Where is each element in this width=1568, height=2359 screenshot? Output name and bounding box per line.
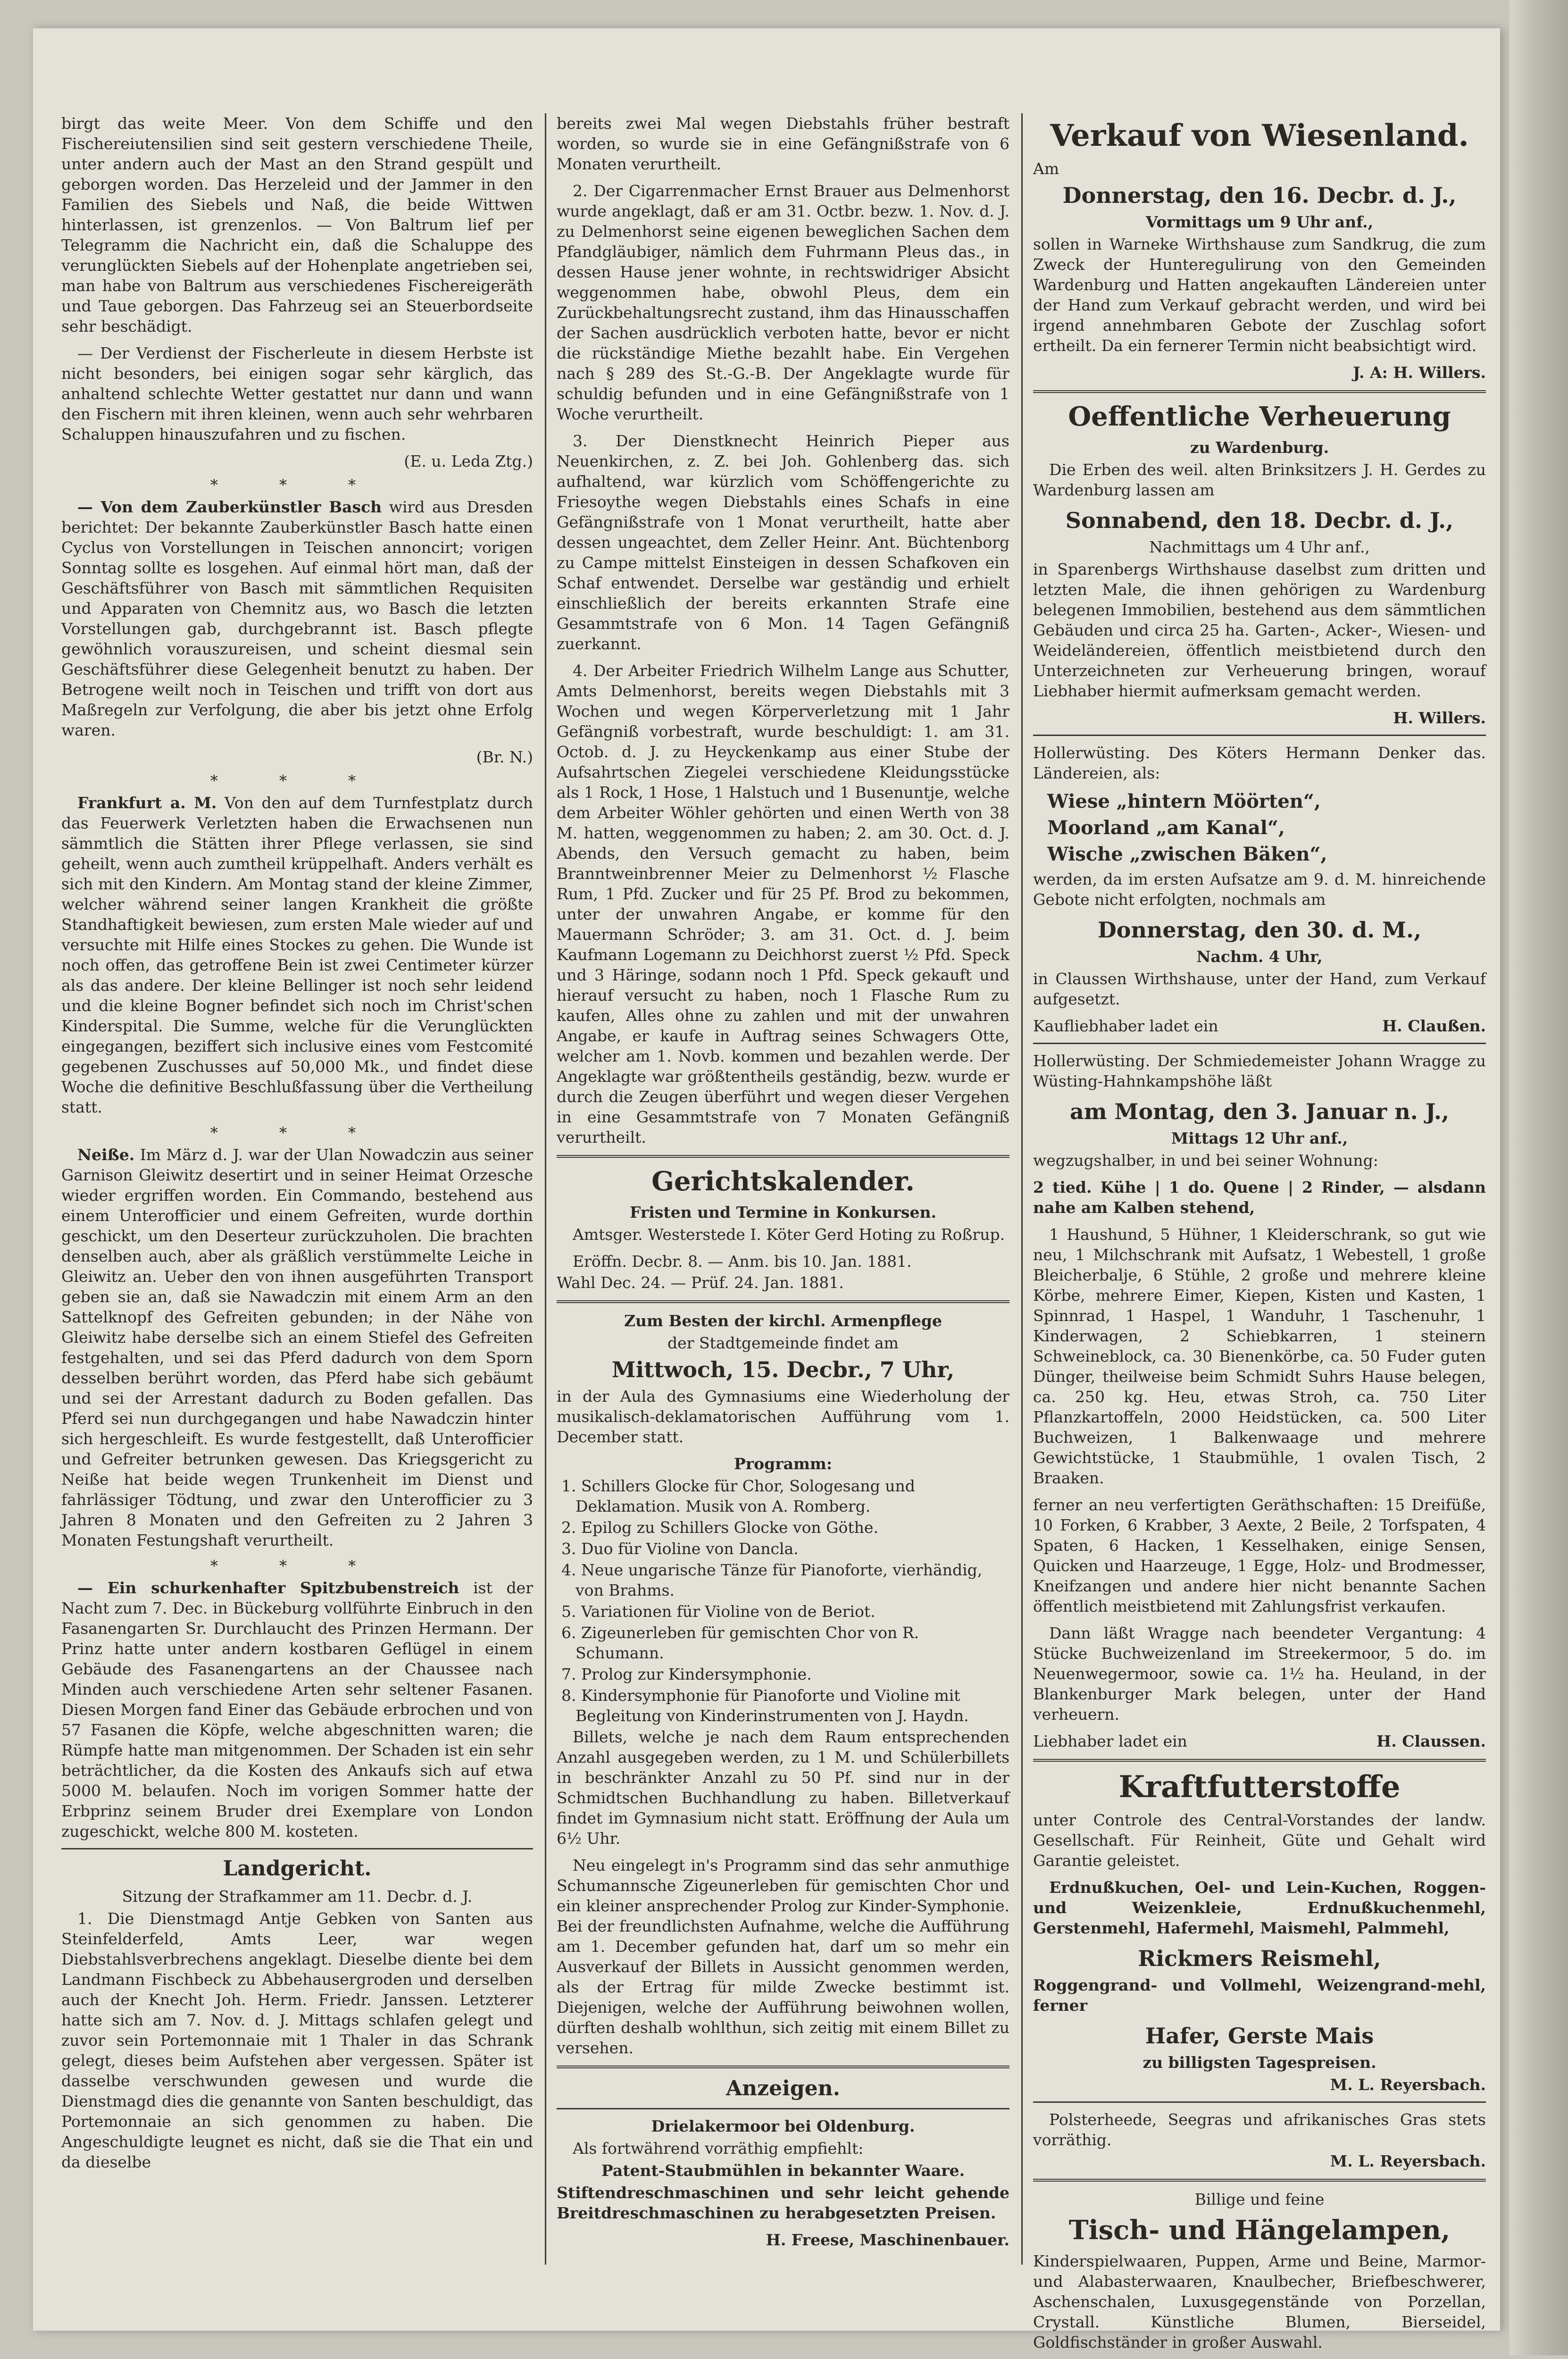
ad-text: ferner an neu verfertigten Geräthschaften: 15 Dreifüße, 10 Forken, 6 Krabber, 3 Aexte, 2 Beile, 2 Torfspaten, 4 Spaten, 6 Hacken, 1 Kesselhaken, einige Sensen, Quicken und Haarzeuge, 1 Egge, Holz- und Brodmesser, Kneifzangen und andere hier nicht benannte Sachen öffentlich meistbietend mit Zahlungsfrist verkaufen. [1033, 1496, 1486, 1615]
divider [1033, 1043, 1486, 1044]
ad-text: Roggengrand- und Vollmehl, Weizengrand-mehl, ferner [1033, 1976, 1486, 2015]
separator-stars: * * * [210, 1557, 384, 1575]
article-text: Im März d. J. war der Ulan Nowadczin aus seiner Garnison Gleiwitz desertirt und in seiner Heimat Orzesche wieder ergriffen worden. Ein Commando, bestehend aus einem Unterofficier und einem Gefreiten, wurde dorthin geschickt, um den Deserteur zurückzuholen. Die brachten denselben auch, aber als gräßlich verstümmelte Leiche in Gleiwitz an. Ueber den von ihnen ausgeführten Transport geben sie an, daß sie Nawadczin mit einem Arm an den Sattelknopf des Gefreiten gebunden; in der Nähe von Gleiwitz habe derselbe sich an einem Stiefel des Gefreiten festgehalten, und sei das Pferd dadurch von dem Sporn desselben berührt worden, das Pferd habe sich gebäumt und sei der Arrestant dadurch zu Boden gefallen. Das Pferd sei nun durchgegangen und habe Nawadczin hinter sich hergeschleift. Es wurde festgestellt, daß Unterofficier und Gefreiter betrunken gewesen. Das Kriegsgericht zu Neiße hat beide wegen Trunkenheit im Dienst und fahrlässiger Tödtung, und zwar den Unterofficier zu 3 Jahren 8 Monaten und den Gefreiten zu 2 Jahren 3 Monaten Festungshaft verurtheilt. [61, 1146, 533, 1549]
land-item: Moorland „am Kanal“, [1047, 817, 1285, 839]
ad-text: Hollerwüsting. Des Köters Hermann Denker das. Ländereien, als: [1033, 744, 1486, 782]
section-title: Anzeigen. [726, 2076, 840, 2100]
event-time: Nachm. 4 Uhr, [1196, 947, 1323, 966]
ad-signature: H. Willers. [1393, 709, 1486, 727]
program-item: 4. Neue ungarische Tänze für Pianoforte, vierhändig, von Brahms. [561, 1561, 983, 1599]
ad-text: Am [1033, 159, 1059, 178]
event-time: Nachmittags um 4 Uhr anf., [1149, 538, 1370, 556]
section-title: Gerichtskalender. [651, 1166, 915, 1197]
ad-text: Kaufliebhaber ladet ein [1033, 1017, 1218, 1035]
ad-signature-row [1033, 1016, 1486, 1036]
divider [557, 2108, 1009, 2109]
ad-signature-row [1033, 1731, 1486, 1751]
ad-heading: Zum Besten der kirchl. Armenpflege [624, 1312, 942, 1330]
divider [1033, 735, 1486, 736]
ad-text: Kinderspielwaaren, Puppen, Arme und Beine, Marmor- und Alabasterwaaren, Knaulbecher, Briefbeschwerer, Aschenschalen, Luxusgegenstände von Porzellan, Crystall. Künstliche Blumen, Bierseidel, Goldfischständer in großer Auswahl. [1033, 2252, 1486, 2351]
article-text: birgt das weite Meer. Von dem Schiffe und den Fischereiutensilien sind seit gestern verschiedene Theile, unter andern auch der Mast an den Strand gespült und geborgen worden. Das Herzeleid und der Jammer in den Familien des Siebels und Naß, die beide Wittwen hinterlassen, ist grenzenlos. — Von Baltrum lief per Telegramm die Nachricht ein, daß die Schaluppe des verunglückten Siebels auf der Hohenplate angetrieben sei, man habe von Baltrum aus verschiedenes Fischereigeräth und Taue geborgen. Das Fahrzeug sei an Steuerbordseite sehr beschädigt. [61, 114, 533, 335]
program-item: 7. Prolog zur Kindersymphonie. [561, 1665, 812, 1683]
ad-text: 1 Haushund, 5 Hühner, 1 Kleiderschrank, so gut wie neu, 1 Milchschrank mit Aufsatz, 1 Webestell, 1 große Bleicherbalje, 6 Stühle, 2 große und mehrere kleine Körbe, mehrere Eimer, Kiepen, Kisten und Kasten, 1 Spinnrad, 1 Haspel, 1 Wanduhr, 1 Taschenuhr, 1 Kinderwagen, 2 Schiebkarren, 1 steinern Schweineblock, ca. 30 Bienenkörbe, ca. 50 Fuder guten Dünger, theilweise beim Schmidt Suhrs Hause belegen, ca. 250 kg. Heu, etwas Stroh, ca. 750 Liter Pflanzkartoffeln, 2000 Heidstücken, ca. 500 Liter Buchweizen, 1 Balkenwaage und mehrere Gewichtstücke, 1 Staubmühle, 1 ovalen Tisch, 2 Braaken. [1033, 1225, 1486, 1487]
program-item: 5. Variationen für Violine von de Beriot. [561, 1602, 876, 1621]
program-item: 1. Schillers Glocke für Chor, Sologesang und Deklamation. Musik von A. Romberg. [561, 1477, 915, 1515]
divider [61, 1848, 533, 1849]
ad-text: 2 tied. Kühe | 1 do. Quene | 2 Rinder, — alsdann nahe am Kalben stehend, [1033, 1178, 1486, 1217]
event-date: Donnerstag, den 16. Decbr. d. J., [1062, 183, 1457, 208]
column-middle [557, 113, 1009, 2265]
section-subtitle: Sitzung der Strafkammer am 11. Decbr. d. J. [122, 1887, 473, 1906]
separator-stars: * * * [210, 772, 384, 790]
event-date: Mittwoch, 15. Decbr., 7 Uhr, [611, 1357, 955, 1382]
column-left [61, 113, 533, 2265]
notice-text: Amtsger. Westerstede I. Köter Gerd Hoting zu Roßrup. [573, 1225, 1005, 1244]
program-item: 2. Epilog zu Schillers Glocke von Göthe. [561, 1518, 878, 1537]
ad-signature: M. L. Reyersbach. [1330, 2075, 1486, 2094]
section-title: Landgericht. [223, 1857, 372, 1881]
ad-text: sollen in Warneke Wirthshause zum Sandkrug, die zum Zweck der Hunteregulirung von den Gemeinden Wardenburg und Hatten angekauften Ländereien unter der Hand zum Verkauf gebracht werden, und wird bei irgend annehmbaren Gebote der Zuschlag sofort ertheilt. Da ein fernerer Termin nicht beabsichtigt wird. [1033, 235, 1486, 355]
article-text: Von den auf dem Turnfestplatz durch das Feuerwerk Verletzten haben die Erwachsenen nun sämmtlich die Stätten ihrer Pflege verlassen, sie sind geheilt, wenn auch zumtheil krüppelhaft. Anders verhält es sich mit den Kindern. Am Montag stand der kleine Zimmer, welcher während seiner langen Krankheit die größte Standhaftigkeit bewiesen, zum ersten Male wieder auf und versuchte mit Hilfe eines Stockes zu gehen. Die Wunde ist noch offen, das getroffene Bein ist zwei Centimeter kürzer als das andere. Der kleine Bellinger ist noch sehr leidend und die kleine Bogner befindet sich noch im Christ'schen Kinderspital. Die Summe, welche für die Verunglückten eingegangen, beziffert sich inclusive eines vom Festcomité gegebenen Zuschusses auf 50,000 Mk., und findet diese Woche die definitive Beschlußfassung über die Vertheilung statt. [61, 794, 533, 1116]
product-name: Rickmers Reismehl, [1138, 1946, 1381, 1971]
program-item: 8. Kindersymphonie für Pianoforte und Violine mit Begleitung von Kinderinstrumenten von J. Haydn. [561, 1686, 969, 1725]
article-text: 2. Der Cigarrenmacher Ernst Brauer aus Delmenhorst wurde angeklagt, daß er am 31. Octbr. bezw. 1. Nov. d. J. zu Delmenhorst seine eigenen beweglichen Sachen dem Pfandgläubiger, nämlich dem Fuhrmann Pleus das., in dessen Hause jener wohnte, in rechtswidriger Absicht weggenommen habe, obwohl Pleus, dem ein Zurückbehaltungsrecht zustand, ihm das Hinausschaffen der Sachen ausdrücklich verboten hatte, bevor er nicht die rückständige Miethe bezahlt habe. Ein Vergehen nach § 289 des St.-G.-B. Der Angeklagte wurde für schuldig befunden und in eine Gefängnißstrafe von 1 Woche verurtheilt. [557, 182, 1009, 423]
section-subtitle: Fristen und Termine in Konkursen. [630, 1203, 936, 1221]
ad-text: zu billigsten Tagespreisen. [1143, 2053, 1376, 2072]
column-right [1033, 113, 1486, 2351]
event-time: Vormittags um 9 Uhr anf., [1145, 213, 1374, 231]
ad-text: in der Aula des Gymnasiums eine Wiederholung der musikalisch-deklamatorischen Aufführung vom 1. December statt. [557, 1387, 1009, 1446]
article-text: 3. Der Dienstknecht Heinrich Pieper aus Neuenkirchen, z. Z. bei Joh. Gohlenberg das. sich aufhaltend, war kürzlich vom Schöffengerichte zu Friesoythe wegen Diebstahls eines Schafs in eine Gefängnißstrafe von 1 Monat verurtheilt, hatte aber dessen ungeachtet, dem Zeller Heinr. Ant. Büchtenborg zu Campe mittelst Einsteigen in dessen Schafkoven ein Schaf entwendet. Derselbe war geständig und erhielt einschließlich der bereits erkannten Strafe eine Gesammtstrafe von 6 Mon. 14 Tagen Gefängniß zuerkannt. [557, 432, 1009, 653]
ad-heading: Drielakermoor bei Oldenburg. [651, 2117, 915, 2135]
ad-title: Kraftfutterstoffe [1118, 1769, 1401, 1805]
ad-signature: H. Freese, Maschinenbauer. [766, 2231, 1009, 2249]
divider [1033, 390, 1486, 393]
divider [557, 2066, 1009, 2068]
article-heading: — Ein schurkenhafter Spitzbubenstreich [77, 1579, 459, 1597]
divider [1033, 2101, 1486, 2103]
separator-stars: * * * [210, 1124, 384, 1142]
source-citation: (Br. N.) [476, 748, 533, 766]
program-heading: Programm: [734, 1455, 833, 1473]
event-date: Sonnabend, den 18. Decbr. d. J., [1065, 508, 1454, 533]
ad-text: Die Erben des weil. alten Brinksitzers J. H. Gerdes zu Wardenburg lassen am [1033, 460, 1486, 499]
column-rule [545, 113, 546, 2265]
ad-text: werden, da im ersten Aufsatze am 9. d. M. hinreichende Gebote nicht erfolgten, nochmals am [1033, 870, 1486, 909]
ad-title: Oeffentliche Verheuerung [1068, 401, 1451, 432]
article-text: ist der Nacht zum 7. Dec. in Bückeburg vollführte Einbruch in den Fasanengarten Sr. Durchlaucht des Prinzen Hermann. Der Prinz hatte unter andern kostbaren Geflügel in einem Gebäude des Fasanengartens an der Chaussee nach Minden auch verschiedene Arten sehr seltener Fasanen. Diesen Morgen fand Einer das Gebäude erbrochen und von 57 Fasanen die Köpfe, welche abgeschnitten waren; die Rümpfe hatte man mitgenommen. Der Schaden ist ein sehr beträchtlicher, da die Kosten des Ankaufs sich auf etwa 5000 M. belaufen. Noch im vorigen Sommer hatte der Erbprinz seinem Bruder drei Exemplare von London zugeschickt, welche 800 M. kosteten. [61, 1579, 533, 1840]
ad-text: Polsterheede, Seegras und afrikanisches Gras stets vorräthig. [1033, 2110, 1486, 2149]
event-time: Mittags 12 Uhr anf., [1171, 1129, 1348, 1147]
event-date: Donnerstag, den 30. d. M., [1097, 917, 1422, 943]
ad-title: Verkauf von Wiesenland. [1050, 118, 1469, 153]
ad-text: wegzugshalber, in und bei seiner Wohnung: [1033, 1151, 1378, 1170]
divider [557, 1155, 1009, 1158]
separator-stars: * * * [210, 476, 384, 494]
column-rule [1021, 113, 1023, 2265]
article-heading: — Von dem Zauberkünstler Basch [77, 498, 382, 516]
product-name: Hafer, Gerste Mais [1145, 2023, 1374, 2049]
notice-text: Wahl Dec. 24. — Prüf. 24. Jan. 1881. [557, 1273, 844, 1292]
ad-text: Stiftendreschmaschinen und sehr leicht gehende Breitdreschmaschinen zu herabgesetzten Preisen. [557, 2183, 1009, 2222]
article-heading: Neiße. [77, 1146, 135, 1164]
newspaper-page [33, 28, 1500, 2351]
notice-text: Eröffn. Decbr. 8. — Anm. bis 10. Jan. 1881. [573, 1252, 912, 1271]
program-list [557, 1476, 1009, 1726]
article-heading: Frankfurt a. M. [77, 794, 217, 812]
divider [1033, 1759, 1486, 1762]
article-text: wird aus Dresden berichtet: Der bekannte Zauberkünstler Basch hatte einen Cyclus von Vorstellungen in Teischen annoncirt; vorigen Sonntag sollte es losgehen. Auf einmal hört man, daß der Geschäftsführer von Basch mit sämmtlichen Requisiten und Apparaten von Chemnitz aus, wo Basch die letzten Vorstellungen gab, durchgebrannt ist. Basch pflegte gewöhnlich vorauszureisen, und scheint diesmal sein Geschäftsführer diese Gelegenheit benutzt zu haben. Der Betrogene weilt noch in Teischen und trifft von dort aus Maßregeln zur Verfolgung, die aber bis jetzt ohne Erfolg waren. [61, 498, 533, 739]
land-item: Wische „zwischen Bäken“, [1047, 843, 1327, 865]
ad-subtitle: zu Wardenburg. [1190, 438, 1329, 457]
ad-text: Dann läßt Wragge nach beendeter Vergantung: 4 Stücke Buchweizenland im Streekermoor, 5 do. im Neuenwegermoor, sowie ca. 1½ ha. Heuland, in der Blankenburger Mark belegen, unter der Hand verheuern. [1033, 1624, 1486, 1723]
ad-text: in Claussen Wirthshause, unter der Hand, zum Verkauf aufgesetzt. [1033, 970, 1486, 1008]
ad-signature: M. L. Reyersbach. [1330, 2152, 1486, 2170]
ad-text: Erdnußkuchen, Oel- und Lein-Kuchen, Roggen- und Weizenkleie, Erdnußkuchenmehl, Gerstenmehl, Hafermehl, Maismehl, Palmmehl, [1033, 1878, 1486, 1937]
ad-text: Als fortwährend vorräthig empfiehlt: [573, 2139, 864, 2158]
ad-signature: J. A: H. Willers. [1353, 363, 1486, 382]
ad-text: der Stadtgemeinde findet am [667, 1334, 899, 1352]
land-item: Wiese „hintern Möörten“, [1047, 790, 1321, 812]
article-text: 4. Der Arbeiter Friedrich Wilhelm Lange aus Schutter, Amts Delmenhorst, bereits wegen Diebstahls mit 3 Wochen und wegen Körperverletzung mit 1 Jahr Gefängniß vorbestraft, wurde beschuldigt: 1. am 31. Octob. d. J. zu Heyckenkamp aus einer Stube der Aufsahrtschen Ziegelei verschiedene Kleidungsstücke als 1 Rock, 1 Hose, 1 Halstuch und 1 Busenuntje, welche dem Arbeiter Wöhler gehörten und einen Werth von 38 M. hatten, weggenommen zu haben; 2. am 30. Oct. d. J. Abends, den Versuch gemacht zu haben, beim Branntweinbrenner Meier zu Delmenhorst ½ Flasche Rum, 1 Pfd. Zucker und für 25 Pf. Brod zu bekommen, unter der unwahren Angabe, er komme für den Mauermann Schröder; 3. am 31. Oct. d. J. beim Kaufmann Logemann zu Deichhorst zuerst ½ Pfd. Speck und 3 Häringe, sodann noch 1 Pfd. Speck gekauft und hierauf versucht zu haben, noch 1 Flasche Rum zu kaufen, Alles ohne zu zahlen und mit der unwahren Angabe, er kaufe in Auftrag seines Schwagers Otte, welcher am 1. Novb. kommen und bezahlen werde. Der Angeklagte war größtentheils geständig, bezw. wurde er durch die Zeugen überführt und wegen dieser Vergehen in eine Gesammtstrafe von 7 Monaten Gefängniß verurtheilt. [557, 661, 1009, 1146]
program-item: 6. Zigeunerleben für gemischten Chor von R. Schumann. [561, 1623, 919, 1662]
ad-text: Billets, welche je nach dem Raum entsprechenden Anzahl ausgegeben werden, zu 1 M. und Schülerbillets in beschränkter Anzahl zu 50 Pf. sind nur in der Schmidtschen Buchhandlung zu haben. Billetverkauf findet im Gymnasium nicht statt. Eröffnung der Aula um 6½ Uhr. [557, 1728, 1009, 1848]
divider [557, 1300, 1009, 1303]
source-citation: (E. u. Leda Ztg.) [404, 452, 533, 470]
ad-text: Patent-Staubmühlen in bekannter Waare. [601, 2161, 965, 2180]
ad-signature: H. Claußen. [1382, 1017, 1486, 1035]
ad-signature: H. Claussen. [1376, 1732, 1486, 1750]
ad-text: unter Controle des Central-Vorstandes der landw. Gesellschaft. Für Reinheit, Güte und Gehalt wird Garantie geleistet. [1033, 1811, 1486, 1870]
article-text: 1. Die Dienstmagd Antje Gebken von Santen aus Steinfelderfeld, Amts Leer, war wegen Diebstahlsverbrechens angeklagt. Dieselbe diente bei dem Landmann Fischbeck zu Abbehausergroden und derselben auch der Knecht Joh. Herm. Friedr. Janssen. Letzterer hatte sich am 7. Nov. d. J. Mittags schlafen gelegt und zuvor sein Portemonnaie mit 1 Thaler in das Schrank gelegt, dieses beim Aufstehen aber vergessen. Später ist dasselbe verschwunden gewesen und wurde die Dienstmagd dies die genannte von Santen beschuldigt, das Portemonnaie an sich genommen zu haben. Die Angeschuldigte leugnet es nicht, daß sie die That ein und da dieselbe [61, 1909, 533, 2171]
event-date: am Montag, den 3. Januar n. J., [1070, 1099, 1449, 1124]
article-text: bereits zwei Mal wegen Diebstahls früher bestraft worden, so wurde sie in eine Gefängnißstrafe von 6 Monaten verurtheilt. [557, 114, 1009, 173]
article-text: — Der Verdienst der Fischerleute in diesem Herbste ist nicht besonders, bei einigen sogar sehr kärglich, das anhaltend schlechte Wetter gestattet nur dann und wann den Fischern mit ihren kleinen, wenn auch sehr wehrbaren Schaluppen hinauszufahren und zu fischen. [61, 344, 533, 443]
divider [1033, 2179, 1486, 2182]
program-item: 3. Duo für Violine von Dancla. [561, 1539, 799, 1558]
ad-text: in Sparenbergs Wirthshause daselbst zum dritten und letzten Male, die ihnen gehörigen zu Wardenburg belegenen Immobilien, bestehend aus dem sämmtlichen Gebäuden und circa 25 ha. Garten-, Acker-, Wiesen- und Weideländereien, öffentlich meistbietend durch den Unterzeichneten zur Verheuerung bringen, worauf Liebhaber hiermit aufmerksam gemacht werden. [1033, 560, 1486, 700]
ad-text: Neu eingelegt in's Programm sind das sehr anmuthige Schumannsche Zigeunerleben für gemischten Chor und ein kleiner ansprechender Prolog zur Kinder-Symphonie. Bei der freundlichsten Aufnahme, welche die Aufführung am 1. December gefunden hat, darf um so mehr ein Ausverkauf der Billets in Aussicht genommen werden, als der Ertrag für milde Zwecke bestimmt ist. Diejenigen, welche der Aufführung beiwohnen wollen, dürften deshalb wohlthun, sich zeitig mit einem Billet zu versehen. [557, 1856, 1009, 2057]
ad-text: Liebhaber ladet ein [1033, 1732, 1187, 1750]
ad-text: Billige und feine [1194, 2190, 1325, 2208]
ad-title: Tisch- und Hängelampen, [1068, 2215, 1451, 2246]
ad-text: Hollerwüsting. Der Schmiedemeister Johann Wragge zu Wüsting-Hahnkampshöhe läßt [1033, 1052, 1486, 1090]
page-edge [1510, 0, 1568, 2355]
